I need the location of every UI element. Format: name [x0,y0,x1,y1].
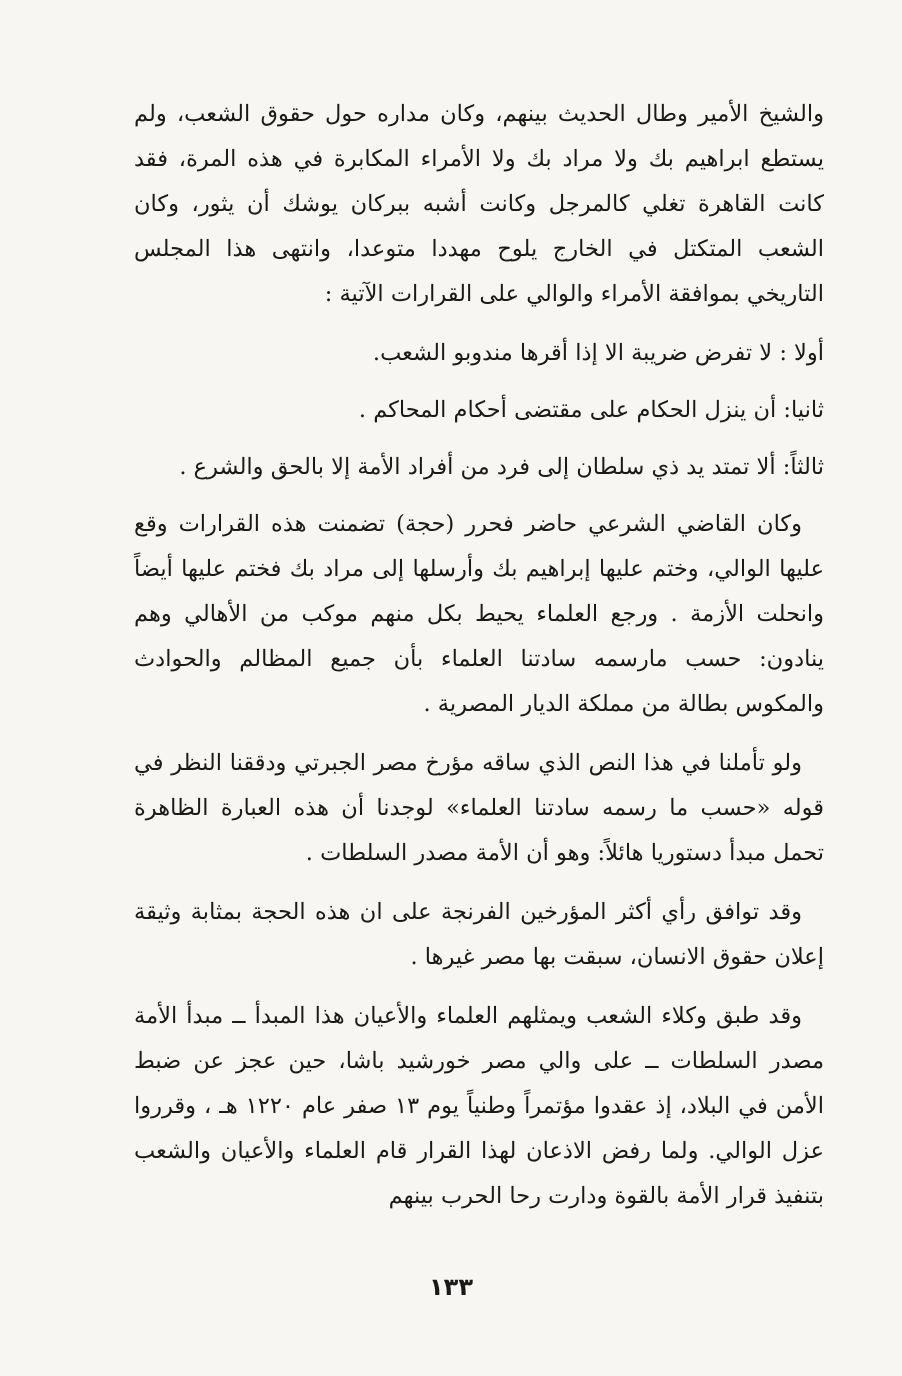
body-paragraph: وقد طبق وكلاء الشعب ويمثلهم العلماء والأعيان هذا المبدأ ــ مبدأ الأمة مصدر السلطات ــ على والي مصر خورشيد باشا، حين عجز عن ضبط الأمن في البلاد، إذ عقدوا مؤتمراً وطنياً يوم ١٣ صفر عام ١٢٢٠ هـ ، وقرروا عزل الوالي. ولما رفض الاذعان لهذا القرار قام العلماء والأعيان والشعب بتنفيذ قرار الأمة بالقوة ودارت رحا الحرب بينهم [134,1003,824,1209]
resolutions-list [134,331,824,490]
resolution-item-3 [134,445,824,490]
page-number: ١٣٣ [429,1273,473,1301]
body-paragraph: ولو تأملنا في هذا النص الذي ساقه مؤرخ مصر الجبرتي ودققنا النظر في قوله «حسب ما رسمه سادتنا العلماء» لوجدنا أن هذه العبارة الظاهرة تحمل مبدأ دستوريا هائلاً: وهو أن الأمة مصدر السلطات . [134,750,824,866]
resolution-label: ثانيا: [783,397,824,423]
page-body [134,92,824,1233]
resolution-label: أولا : [779,340,824,366]
resolution-item-2 [134,388,824,433]
resolution-text: أن ينزل الحكام على مقتضى أحكام المحاكم . [358,397,777,423]
body-paragraph: وقد توافق رأي أكثر المؤرخين الفرنجة على ان هذه الحجة بمثابة وثيقة إعلان حقوق الانسان، سبقت بها مصر غيرها . [134,899,824,970]
resolution-label: ثالثاً: [782,454,824,480]
resolution-text: ألا تمتد يد ذي سلطان إلى فرد من أفراد الأمة إلا بالحق والشرع . [179,454,776,480]
resolution-item-1 [134,331,824,376]
body-paragraph: وكان القاضي الشرعي حاضر فحرر (حجة) تضمنت هذه القرارات وقع عليها الوالي، وختم عليها إبراهيم بك وأرسلها إلى مراد بك فختم عليها أيضاً وانحلت الأزمة . ورجع العلماء يحيط بكل منهم موكب من الأهالي وهم ينادون: حسب مارسمه سادتنا العلماء بأن جميع المظالم والحوادث والمكوس بطالة من مملكة الديار المصرية . [134,511,824,717]
opening-paragraph: والشيخ الأمير وطال الحديث بينهم، وكان مداره حول حقوق الشعب، ولم يستطع ابراهيم بك ولا مراد بك ولا الأمراء المكابرة في هذه المرة، فقد كانت القاهرة تغلي كالمرجل وكانت أشبه ببركان يوشك أن يثور، وكان الشعب المتكتل في الخارج يلوح مهددا متوعدا، وانتهى هذا المجلس التاريخي بموافقة الأمراء والوالي على القرارات الآتية : [134,101,824,307]
resolution-text: لا تفرض ضريبة الا إذا أقرها مندوبو الشعب. [372,340,773,366]
